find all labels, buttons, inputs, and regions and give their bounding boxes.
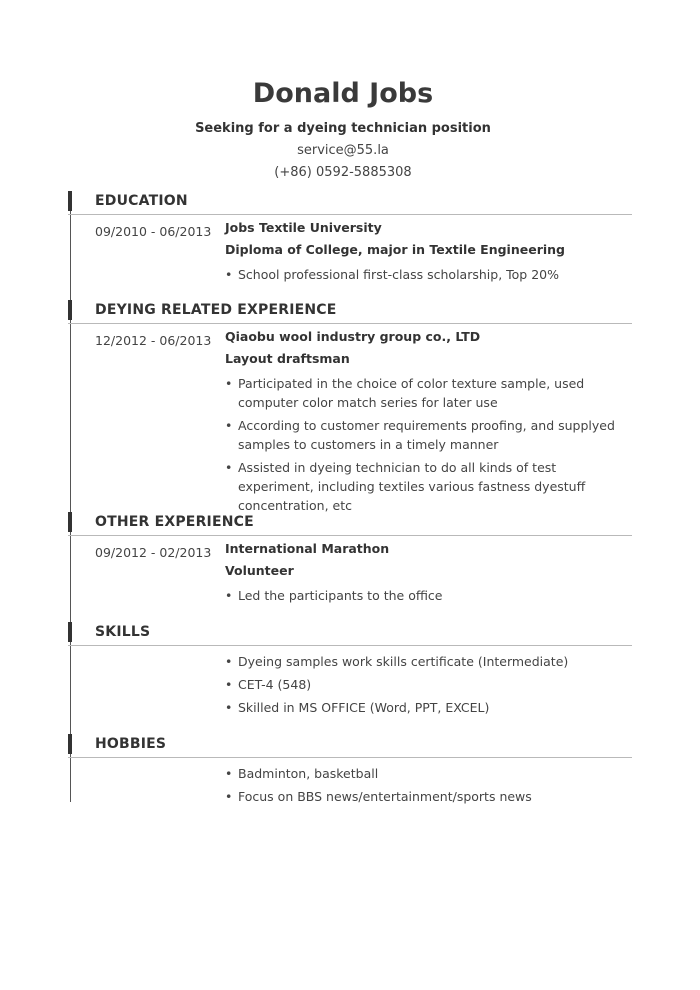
education-section [68, 190, 632, 288]
section-marker [68, 300, 72, 320]
hobbies-section [68, 733, 632, 810]
resume-header [0, 76, 700, 182]
entry-items [225, 265, 632, 284]
section-title: SKILLS [95, 624, 151, 640]
section-header [68, 190, 632, 215]
entry-organization: International Marathon [225, 541, 390, 556]
list-item: • Dyeing samples work skills certificate (Intermediate) [225, 652, 632, 671]
list-item: • Led the participants to the office [225, 586, 632, 605]
entry-date: 09/2012 - 02/2013 [95, 545, 212, 560]
entry-role: Diploma of College, major in Textile Engineering [225, 242, 565, 257]
section-header [68, 299, 632, 324]
other-experience-section [68, 511, 632, 609]
email: service@55.la [297, 143, 389, 158]
section-title: HOBBIES [95, 736, 167, 752]
entry-organization: Qiaobu wool industry group co., LTD [225, 329, 481, 344]
education-entry [68, 219, 632, 284]
entry-items [225, 586, 632, 605]
list-item: • Assisted in dyeing technician to do all kinds of test experiment, including textiles various fastness dyestuff concentration, etc [225, 458, 632, 515]
section-header [68, 511, 632, 536]
section-marker [68, 191, 72, 211]
skills-section [68, 621, 632, 721]
list-item: • School professional first-class scholarship, Top 20% [225, 265, 632, 284]
list-item: • CET-4 (548) [225, 675, 632, 694]
section-title: EDUCATION [95, 193, 188, 209]
entry-date: 12/2012 - 06/2013 [95, 333, 212, 348]
experience-entry [68, 328, 632, 515]
list-item: • Participated in the choice of color texture sample, used computer color match series for later use [225, 374, 632, 412]
entry-organization: Jobs Textile University [225, 220, 382, 235]
list-item: • Skilled in MS OFFICE (Word, PPT, EXCEL) [225, 698, 632, 717]
entry-items [225, 652, 632, 717]
entry-date: 09/2010 - 06/2013 [95, 224, 212, 239]
list-item: • Focus on BBS news/entertainment/sports news [225, 787, 632, 806]
phone: (+86) 0592-5885308 [274, 165, 412, 180]
entry-role: Volunteer [225, 563, 294, 578]
entry-items [225, 374, 632, 515]
section-header [68, 733, 632, 758]
job-objective: Seeking for a dyeing technician position [195, 121, 491, 136]
list-item: • Badminton, basketball [225, 764, 632, 783]
skills-entry [68, 652, 632, 717]
entry-items [225, 764, 632, 806]
section-marker [68, 734, 72, 754]
experience-section [68, 299, 632, 519]
hobbies-entry [68, 764, 632, 806]
list-item: • According to customer requirements proofing, and supplyed samples to customers in a timely manner [225, 416, 632, 454]
section-header [68, 621, 632, 646]
candidate-name: Donald Jobs [252, 78, 434, 109]
entry-role: Layout draftsman [225, 351, 350, 366]
section-title: DEYING RELATED EXPERIENCE [95, 302, 337, 318]
section-marker [68, 622, 72, 642]
section-marker [68, 512, 72, 532]
section-title: OTHER EXPERIENCE [95, 514, 254, 530]
other-experience-entry [68, 540, 632, 605]
